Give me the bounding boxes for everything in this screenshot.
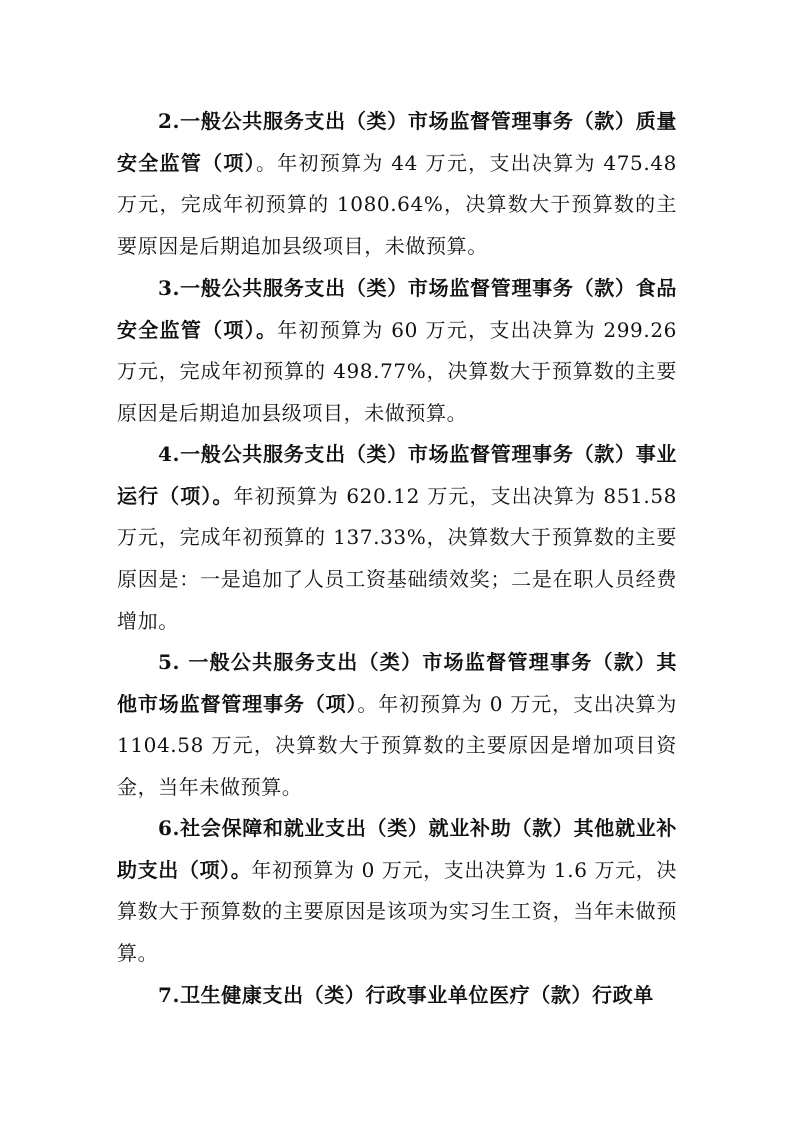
paragraph-7-heading: 7.卫生健康支出（类）行政事业单位医疗（款）行政单	[158, 983, 654, 1007]
paragraph-5-heading: 5. 一般公共服务支出（类）市场监督管理事务（款）其他市场监督管理事务（项）	[117, 650, 677, 716]
paragraph-3-body: 年初预算为 60 万元，支出决算为 299.26 万元，完成年初预算的 498.77%，决算数大于预算数的主要原因是后期追加县级项目，未做预算。	[117, 317, 677, 426]
paragraph-6-body: 年初预算为 0 万元，支出决算为 1.6 万元，决算数大于预算数的主要原因是该项为实习生工资，当年未做预算。	[117, 857, 677, 966]
paragraph-5-body: 。年初预算为 0 万元，支出决算为 1104.58 万元，决算数大于预算数的主要原因是增加项目资金，当年未做预算。	[117, 691, 678, 800]
paragraph-2-heading: 2.一般公共服务支出（类）市场监督管理事务（款）质量安全监管（项）	[117, 109, 677, 175]
paragraph-6-heading: 6.社会保障和就业支出（类）就业补助（款）其他就业补助支出（项）。	[117, 816, 677, 882]
paragraph-4-body: 年初预算为 620.12 万元，支出决算为 851.58 万元，完成年初预算的 137.33%，决算数大于预算数的主要原因是：一是追加了人员工资基础绩效奖；二是在职人员经费增加。	[117, 483, 677, 633]
paragraph-5	[117, 642, 677, 809]
paragraph-4	[117, 434, 677, 643]
paragraph-2	[117, 101, 677, 268]
paragraph-3	[117, 268, 677, 435]
paragraph-2-body: 。年初预算为 44 万元，支出决算为 475.48 万元，完成年初预算的 1080.64%，决算数大于预算数的主要原因是后期追加县级项目，未做预算。	[117, 150, 677, 259]
paragraph-7	[117, 975, 677, 1017]
paragraph-4-heading: 4.一般公共服务支出（类）市场监督管理事务（款）事业运行（项）。	[117, 442, 677, 508]
paragraph-3-heading: 3.一般公共服务支出（类）市场监督管理事务（款）食品安全监管（项）。	[117, 276, 677, 342]
paragraph-6	[117, 808, 677, 975]
